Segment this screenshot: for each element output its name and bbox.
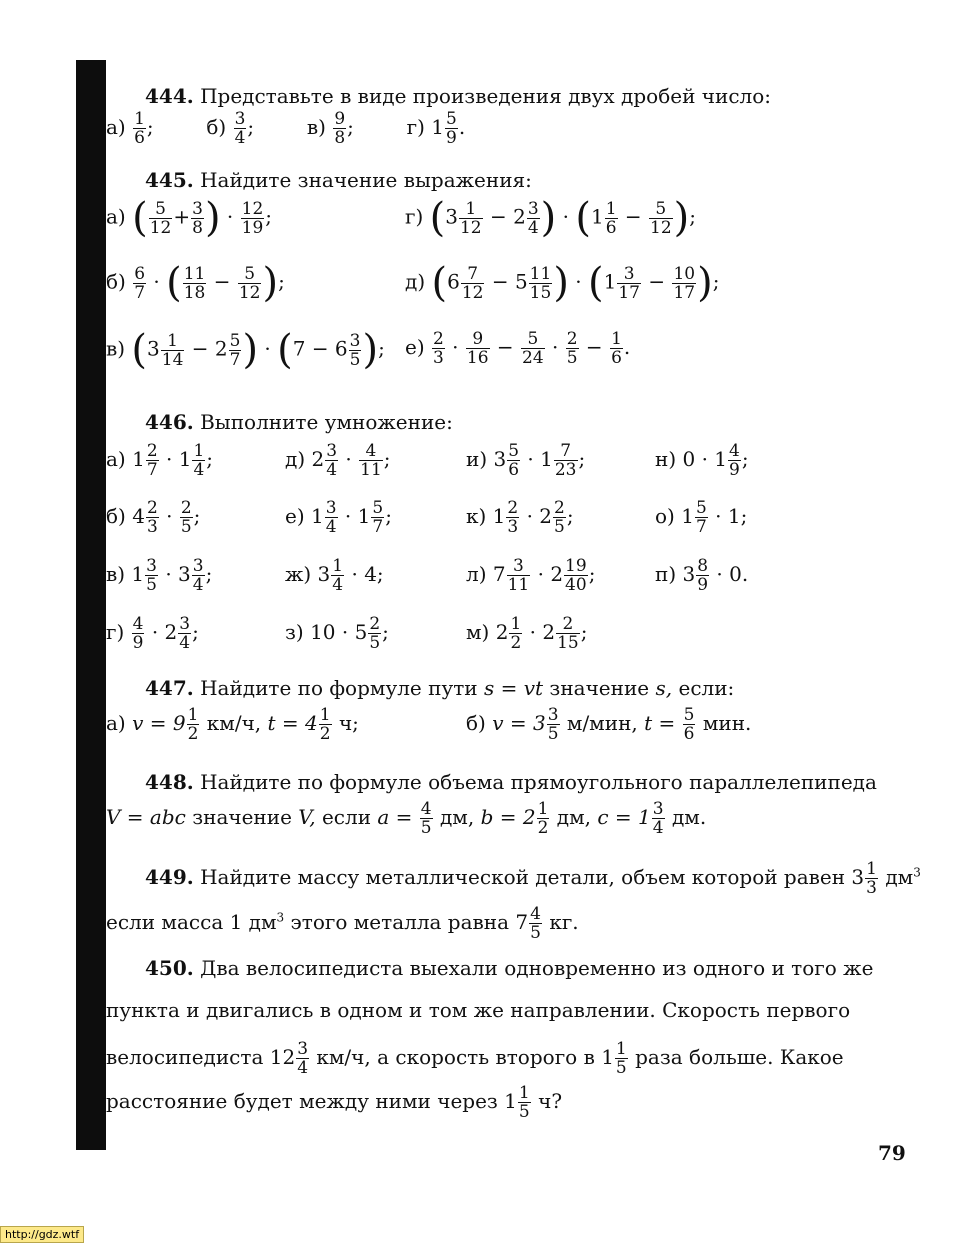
problem-449-line1: 449. Найдите массу металлической детали, объем которой равен 3 $\frac{1}{3}$ $дм^3$ bbox=[145, 859, 921, 898]
expr-446-e: е) 1 $\frac{3}{4}$ · 1 $\frac{5}{7}$ ; bbox=[285, 498, 392, 537]
expr-446-b: б) 4 $\frac{2}{3}$ · $\frac{2}{5}$ ; bbox=[106, 498, 201, 537]
expr-446-i: и) 3 $\frac{5}{6}$ · 1 $\frac{7}{23}$ ; bbox=[466, 441, 586, 480]
problem-448-line1: 448. Найдите по формуле объема прямоугольного параллелепипеда bbox=[145, 770, 877, 794]
scan-shadow bbox=[76, 60, 106, 1150]
expr-446-a: а) 1 $\frac{2}{7}$ · 1 $\frac{1}{4}$ ; bbox=[106, 441, 214, 480]
problem-447-b: б) v = 3 $\frac{3}{5}$ м/мин, t = $\frac{5}{6}$ мин. bbox=[466, 705, 752, 744]
expr-446-m: м) 2 $\frac{1}{2}$ · 2 $\frac{2}{15}$ ; bbox=[466, 614, 588, 653]
expr-445-b: б) $\frac{6}{7}$ · ( $\frac{11}{18}$ − $\frac{5}{12}$ ); bbox=[106, 260, 285, 306]
expr-446-o: о) 1 $\frac{5}{7}$ · 1; bbox=[655, 498, 748, 537]
expr-445-a: а) ( $\frac{5}{12}$ + $\frac{3}{8}$ ) · $\frac{12}{19}$ ; bbox=[106, 195, 273, 241]
watermark-link[interactable]: http://gdz.wtf bbox=[0, 1226, 84, 1243]
problem-450-line2: пункта и двигались в одном и том же направлении. Скорость первого bbox=[106, 998, 851, 1022]
page-number: 79 bbox=[878, 1141, 906, 1165]
problem-444-items: а) $\frac{1}{6}$ ; б) $\frac{3}{4}$ ; в) $\frac{9}{8}$ ; г) 1 $\frac{5}{9}$ . bbox=[106, 109, 466, 148]
expr-445-d: д) (6 $\frac{7}{12}$ − 5 $\frac{11}{15}$ ) · (1 $\frac{3}{17}$ − $\frac{10}{17}$ ); bbox=[405, 260, 720, 306]
expr-446-k: к) 1 $\frac{2}{3}$ · 2 $\frac{2}{5}$ ; bbox=[466, 498, 574, 537]
problem-450-line4: расстояние будет между ними через 1 $\frac{1}{5}$ ч? bbox=[106, 1083, 563, 1122]
problem-444-title: 444. Представьте в виде произведения двух дробей число: bbox=[145, 84, 772, 108]
expr-446-n: н) 0 · 1 $\frac{4}{9}$ ; bbox=[655, 441, 749, 480]
expr-446-d: д) 2 $\frac{3}{4}$ · $\frac{4}{11}$ ; bbox=[285, 441, 391, 480]
expr-445-e: е) $\frac{2}{3}$ · $\frac{9}{16}$ − $\frac{5}{24}$ · $\frac{2}{5}$ − $\frac{1}{6}$ . bbox=[405, 329, 631, 368]
expr-446-p: п) 3 $\frac{8}{9}$ · 0. bbox=[655, 556, 749, 595]
problem-446-title: 446. Выполните умножение: bbox=[145, 410, 453, 434]
problem-449-line2: если масса 1 $дм^3$ этого металла равна 7 $\frac{4}{5}$ кг. bbox=[106, 904, 579, 943]
expr-446-v: в) 1 $\frac{3}{5}$ · 3 $\frac{3}{4}$ ; bbox=[106, 556, 213, 595]
problem-447-title: 447. Найдите по формуле пути s = vt значение s, если: bbox=[145, 676, 735, 700]
expr-446-l: л) 7 $\frac{3}{11}$ · 2 $\frac{19}{40}$ ; bbox=[466, 556, 596, 595]
problem-450-line1: 450. Два велосипедиста выехали одновременно из одного и того же bbox=[145, 956, 874, 980]
expr-446-zh: ж) 3 $\frac{1}{4}$ · 4; bbox=[285, 556, 384, 595]
problem-445-title: 445. Найдите значение выражения: bbox=[145, 168, 532, 192]
problem-447-a: а) v = 9 $\frac{1}{2}$ км/ч, t = 4 $\frac{1}{2}$ ч; bbox=[106, 705, 359, 744]
expr-445-g: г) (3 $\frac{1}{12}$ − 2 $\frac{3}{4}$ ) · (1 $\frac{1}{6}$ − $\frac{5}{12}$ ); bbox=[405, 195, 696, 241]
problem-448-line2: V = abc значение V, если a = $\frac{4}{5}$ дм, b = 2 $\frac{1}{2}$ дм, c = 1 $\frac{3}{4}$ дм. bbox=[106, 799, 707, 838]
problem-450-line3: велосипедиста 12 $\frac{3}{4}$ км/ч, а скорость второго в 1 $\frac{1}{5}$ раза больше. Какое bbox=[106, 1039, 844, 1078]
expr-445-v: в) (3 $\frac{1}{14}$ − 2 $\frac{5}{7}$ ) · (7 − 6 $\frac{3}{5}$ ); bbox=[106, 327, 385, 373]
expr-446-g: г) $\frac{4}{9}$ · 2 $\frac{3}{4}$ ; bbox=[106, 614, 199, 653]
expr-446-z: з) 10 · 5 $\frac{2}{5}$ ; bbox=[285, 614, 389, 653]
